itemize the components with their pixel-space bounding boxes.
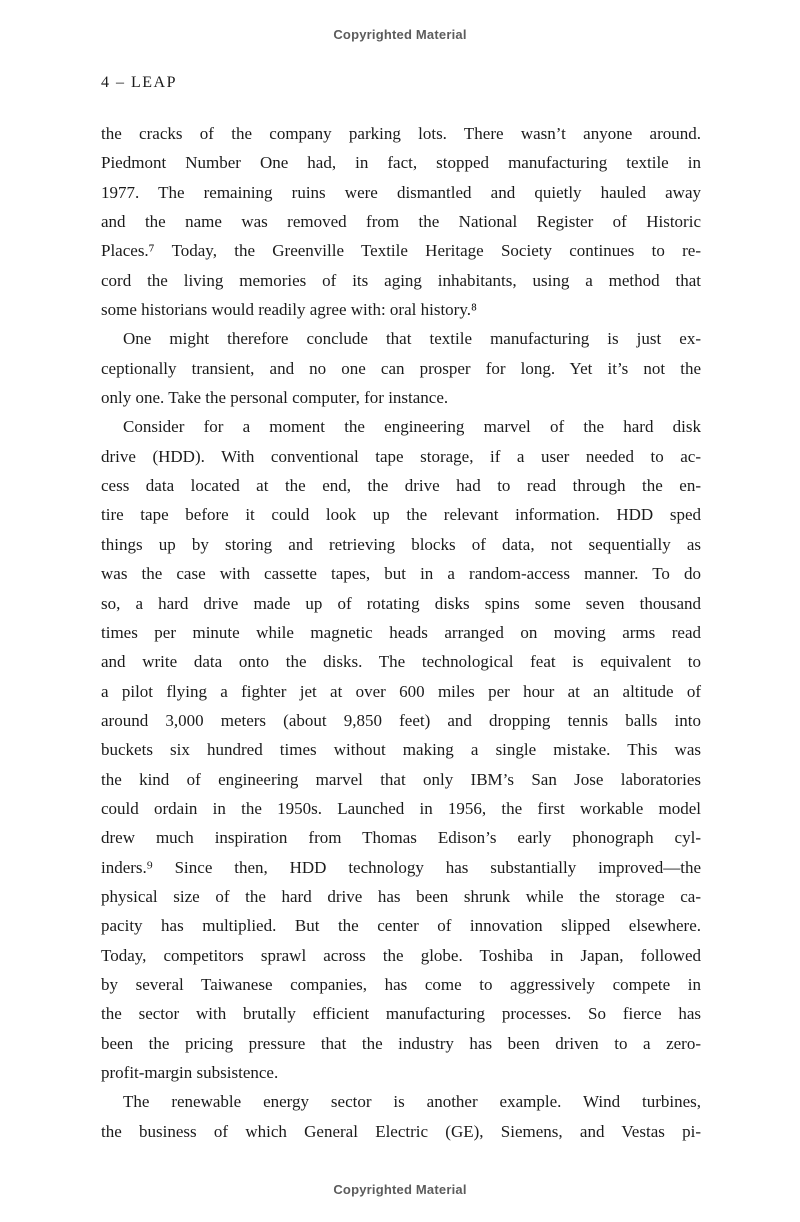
text-line: been the pricing pressure that the industry has been driven to a zero- [101, 1033, 701, 1053]
text-line: Today, competitors sprawl across the globe. Toshiba in Japan, followed [101, 945, 701, 965]
paragraph [101, 119, 701, 324]
text-line: the sector with brutally efficient manufacturing processes. So fierce has [101, 1004, 701, 1024]
text-line: inders.⁹ Since then, HDD technology has substantially improved—the [101, 857, 701, 877]
text-line: a pilot flying a fighter jet at over 600 miles per hour at an altitude of [101, 681, 701, 701]
text-line: pacity has multiplied. But the center of innovation slipped elsewhere. [101, 916, 701, 936]
text-line: The renewable energy sector is another example. Wind turbines, [123, 1092, 701, 1112]
text-line: and the name was removed from the National Register of Historic [101, 212, 701, 232]
text-line: profit-margin subsistence. [101, 1063, 279, 1082]
text-line: by several Taiwanese companies, has come to aggressively compete in [101, 974, 701, 994]
text-line: Places.⁷ Today, the Greenville Textile Heritage Society continues to re- [101, 241, 701, 261]
paragraph [101, 324, 701, 412]
paragraph [101, 412, 701, 1087]
text-line: things up by storing and retrieving blocks of data, not sequentially as [101, 534, 701, 554]
text-line: tire tape before it could look up the relevant information. HDD sped [101, 505, 701, 525]
copyright-watermark-top: Copyrighted Material [333, 27, 467, 42]
copyright-watermark-bottom: Copyrighted Material [333, 1182, 467, 1197]
text-line: buckets six hundred times without making a single mistake. This was [101, 740, 701, 760]
text-line: and write data onto the disks. The technological feat is equivalent to [101, 652, 701, 672]
text-line: so, a hard drive made up of rotating disks spins some seven thousand [101, 593, 701, 613]
text-line: Consider for a moment the engineering marvel of the hard disk [123, 417, 701, 437]
text-line: times per minute while magnetic heads arranged on moving arms read [101, 622, 701, 642]
text-line: could ordain in the 1950s. Launched in 1956, the first workable model [101, 798, 701, 818]
text-line: ceptionally transient, and no one can prosper for long. Yet it’s not the [101, 358, 701, 378]
text-line: the kind of engineering marvel that only IBM’s San Jose laboratories [101, 769, 701, 789]
text-line: cord the living memories of its aging inhabitants, using a method that [101, 270, 701, 290]
text-line: One might therefore conclude that textile manufacturing is just ex- [123, 329, 701, 349]
text-line: physical size of the hard drive has been shrunk while the storage ca- [101, 886, 701, 906]
text-line: was the case with cassette tapes, but in a random-access manner. To do [101, 564, 701, 584]
page-body [101, 119, 701, 1146]
text-line: the cracks of the company parking lots. There wasn’t anyone around. [101, 124, 701, 143]
running-header: 4 – LEAP [101, 74, 177, 91]
text-line: drive (HDD). With conventional tape storage, if a user needed to ac- [101, 446, 701, 466]
text-line: drew much inspiration from Thomas Edison’s early phonograph cyl- [101, 828, 701, 848]
text-line: some historians would readily agree with: oral history.⁸ [101, 300, 477, 320]
text-line: Piedmont Number One had, in fact, stopped manufacturing textile in [101, 153, 701, 173]
text-line: 1977. The remaining ruins were dismantled and quietly hauled away [101, 182, 701, 202]
text-line: cess data located at the end, the drive had to read through the en- [101, 476, 701, 496]
text-line: only one. Take the personal computer, for instance. [101, 388, 449, 408]
paragraph [101, 1087, 701, 1146]
text-line: the business of which General Electric (GE), Siemens, and Vestas pi- [101, 1121, 701, 1141]
text-line: around 3,000 meters (about 9,850 feet) and dropping tennis balls into [101, 710, 701, 730]
